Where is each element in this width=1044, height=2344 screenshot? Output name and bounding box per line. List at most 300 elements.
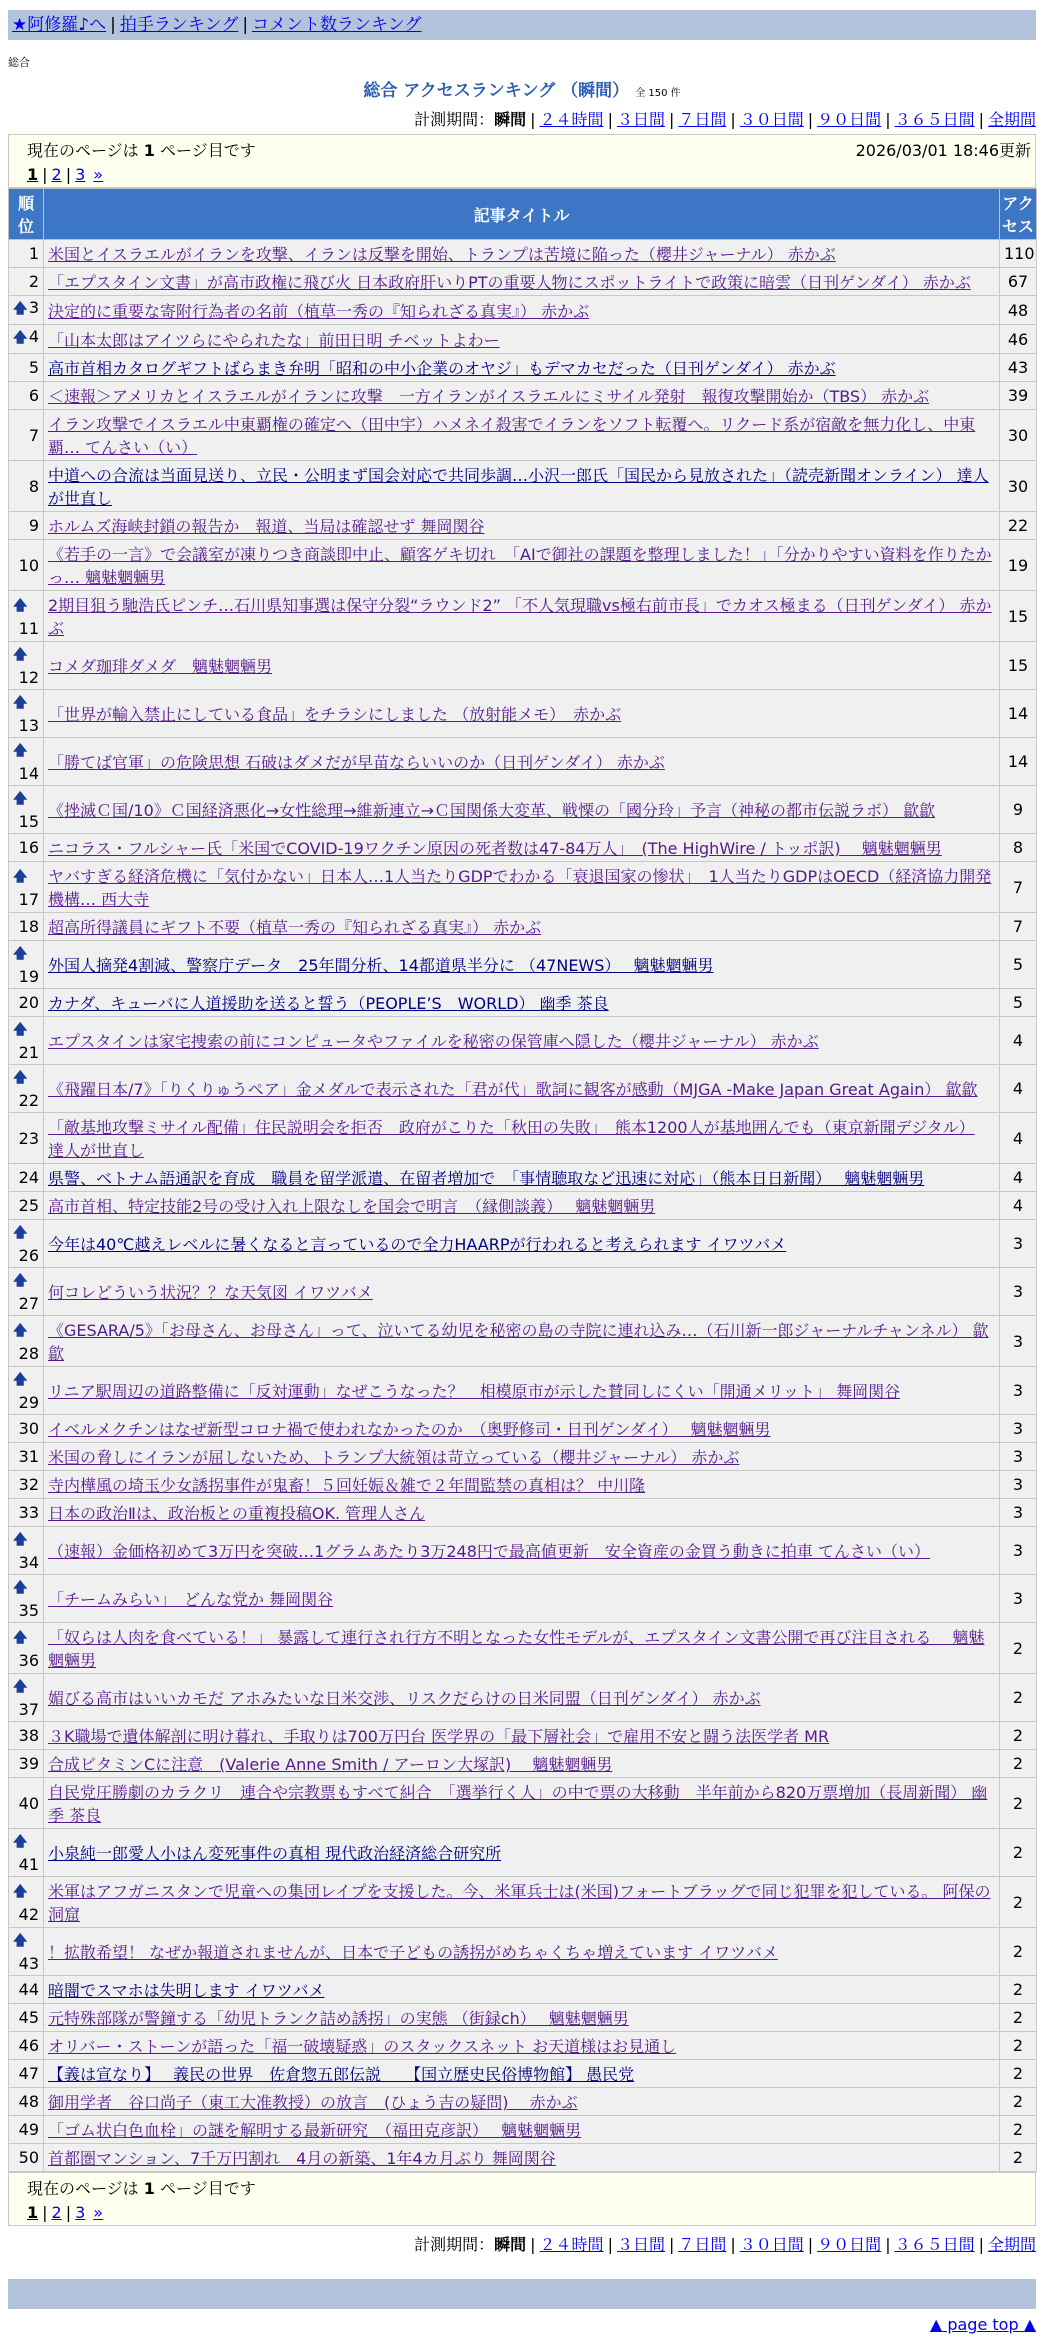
table-row	[9, 642, 1037, 690]
table-row	[9, 296, 1037, 325]
rank-cell	[9, 941, 44, 989]
article-link[interactable]: 合成ビタミンCに注意 (Valerie Anne Smith / アーロン大塚訳) 魑魅魍魎男	[48, 1755, 613, 1774]
article-link[interactable]: 元特殊部隊が警鐘する「幼児トランク詰め誘拐」の実態 （街録ch） 魑魅魍魎男	[48, 2009, 629, 2028]
access-count: 2	[1000, 1976, 1037, 2004]
article-link[interactable]: 「エプスタイン文書」が高市政権に飛び火 日本政府肝いりPTの重要人物にスポットライトで政策に暗雲（日刊ゲンダイ） 赤かぶ	[48, 273, 971, 292]
home-link[interactable]: ★阿修羅♪へ	[12, 15, 107, 35]
page-top	[8, 2315, 1036, 2334]
article-link[interactable]: 日本の政治Ⅱは、政治板との重複投稿OK. 管理人さん	[48, 1504, 426, 1523]
rank-number: 50	[18, 2148, 39, 2167]
table-row	[9, 410, 1037, 461]
title-cell	[44, 1192, 1000, 1220]
up-arrow-icon: 🡅	[13, 330, 28, 346]
table-row	[9, 941, 1037, 989]
up-arrow-icon: 🡅	[13, 1532, 28, 1548]
period-separator: |	[668, 110, 675, 129]
rank-number: 5	[28, 358, 39, 377]
up-arrow-icon: 🡅	[13, 1933, 28, 1949]
access-count: 4	[1000, 1017, 1037, 1065]
period-separator: |	[978, 110, 984, 129]
rank-number: 16	[18, 838, 39, 857]
period-separator: |	[885, 2235, 891, 2254]
article-link[interactable]: 「チームみらい」 どんな党か 舞岡関谷	[48, 1590, 334, 1609]
title-cell	[44, 913, 1000, 941]
article-link[interactable]: イベルメクチンはなぜ新型コロナ禍で使われなかったのか （奥野修司・日刊ゲンダイ） 魑魅魍魎男	[48, 1420, 771, 1439]
period-label: 計測期間：	[414, 110, 495, 129]
page-status-pre: 現在のページは	[27, 141, 144, 160]
period-link-1[interactable]: ３日間	[616, 110, 665, 129]
table-row	[9, 2116, 1037, 2144]
access-count: 15	[1000, 591, 1037, 642]
rank-cell	[9, 240, 44, 268]
rank-cell	[9, 786, 44, 834]
rank-number: 49	[18, 2120, 39, 2139]
title-cell	[44, 2116, 1000, 2144]
period-link-6[interactable]: 全期間	[987, 110, 1036, 129]
rank-number: 7	[28, 425, 39, 445]
header-title: 記事タイトル	[44, 189, 1000, 240]
article-link[interactable]: イラン攻撃でイスラエル中東覇権の確定へ（田中宇）ハメネイ殺害でイランをソフト転覆へ。リクード系が宿敵を無力化し、中東覇… てんさい（い）	[48, 415, 976, 457]
rank-cell	[9, 913, 44, 941]
rank-cell	[9, 1778, 44, 1829]
table-row	[9, 690, 1037, 738]
table-row	[9, 1220, 1037, 1268]
title-cell	[44, 591, 1000, 642]
rank-cell	[9, 382, 44, 410]
article-link[interactable]: 米国の脅しにイランが屈しないため、トランプ大統領は苛立っている（櫻井ジャーナル） 赤かぶ	[48, 1448, 740, 1467]
access-count: 22	[1000, 512, 1037, 540]
page-title-text: 総合 アクセスランキング （瞬間）	[363, 81, 630, 101]
title-cell	[44, 2060, 1000, 2088]
table-row	[9, 382, 1037, 410]
pager-link-2[interactable]: 2	[51, 2203, 62, 2222]
table-row	[9, 913, 1037, 941]
pager-current: 1	[27, 2203, 39, 2222]
article-link[interactable]: ３K職場で遺体解剖に明け暮れ、手取りは700万円台 医学界の「最下層社会」で雇用不安と闘う法医学者 MR	[48, 1727, 830, 1746]
title-cell	[44, 690, 1000, 738]
title-cell	[44, 1164, 1000, 1192]
up-arrow-icon: 🡅	[13, 1070, 28, 1086]
pager-link-3[interactable]: 3	[75, 2203, 86, 2222]
rank-cell	[9, 1443, 44, 1471]
title-cell	[44, 2088, 1000, 2116]
up-arrow-icon: 🡅	[13, 868, 28, 885]
title-cell	[44, 1065, 1000, 1113]
up-arrow-icon: 🡅	[13, 743, 28, 759]
article-link[interactable]: 「世界が輸入禁止にしている食品」をチラシにしました （放射能メモ） 赤かぶ	[48, 705, 622, 724]
rank-number: 13	[18, 716, 39, 735]
title-cell	[44, 2004, 1000, 2032]
page-status-num: 1	[143, 2179, 155, 2198]
period-link-4[interactable]: ９０日間	[817, 110, 882, 129]
up-arrow-icon: 🡅	[13, 1022, 28, 1038]
title-cell	[44, 354, 1000, 382]
access-count: 3	[1000, 1575, 1037, 1623]
title-cell	[44, 1722, 1000, 1750]
rank-cell	[9, 690, 44, 738]
rank-number: 6	[28, 386, 39, 405]
article-link[interactable]: コメダ珈琲ダメダ 魑魅魍魎男	[48, 657, 273, 676]
access-count: 2	[1000, 1877, 1037, 1928]
access-count: 30	[1000, 461, 1037, 512]
access-count: 4	[1000, 1192, 1037, 1220]
title-cell	[44, 1316, 1000, 1367]
access-count: 46	[1000, 325, 1037, 354]
table-row	[9, 1415, 1037, 1443]
table-row	[9, 1928, 1037, 1976]
article-link[interactable]: 寺内樺風の埼玉少女誘拐事件が鬼畜！５回妊娠＆雑で２年間監禁の真相は？ 中川隆	[48, 1476, 646, 1495]
pager-top	[27, 165, 1035, 184]
access-count: 14	[1000, 690, 1037, 738]
title-cell	[44, 1778, 1000, 1829]
access-count: 30	[1000, 410, 1037, 461]
article-link[interactable]: 県警、ベトナム語通訳を育成 職員を留学派遣、在留者増加で 「事情聴取など迅速に対応」（熊本日日新聞） 魑魅魍魎男	[48, 1169, 925, 1188]
article-link[interactable]: 《飛躍日本/7》「りくりゅうペア」金メダルで表示された「君が代」歌詞に観客が感動（MJGA -Make Japan Great Again） 歙歙	[48, 1080, 978, 1099]
rank-cell	[9, 2144, 44, 2172]
article-link[interactable]: ホルムズ海峡封鎖の報告か 報道、当局は確認せず 舞岡関谷	[48, 517, 485, 536]
access-count: 3	[1000, 1316, 1037, 1367]
title-cell	[44, 1367, 1000, 1415]
article-link[interactable]: 高市首相カタログギフトばらまき弁明「昭和の中小企業のオヤジ」もデマカセだった（日刊ゲンダイ） 赤かぶ	[48, 359, 836, 378]
pager-next[interactable]: »	[93, 165, 104, 184]
table-row	[9, 1674, 1037, 1722]
article-link[interactable]: （速報）金価格初めて3万円を突破…1グラムあたり3万248円で最高値更新 安全資産の金買う動きに拍車 てんさい（い）	[48, 1542, 931, 1561]
access-count: 5	[1000, 941, 1037, 989]
article-link[interactable]: 《挫滅Ｃ国/10》Ｃ国経済悪化→女性総理→維新連立→Ｃ国関係大変革、戦慄の「國分玲」予言（神秘の都市伝説ラボ） 歙歙	[48, 801, 936, 820]
rank-cell	[9, 1065, 44, 1113]
table-row	[9, 540, 1037, 591]
up-arrow-icon: 🡅	[13, 1629, 28, 1646]
rank-cell	[9, 1499, 44, 1527]
article-link[interactable]: 2期目狙う馳浩氏ピンチ…石川県知事選は保守分裂“ラウンド2” 「不人気現職vs極右前市長」でカオス極まる（日刊ゲンダイ） 赤かぶ	[48, 596, 992, 638]
access-count: 2	[1000, 2004, 1037, 2032]
title-cell	[44, 1976, 1000, 2004]
period-link-0[interactable]: ２４時間	[539, 2235, 604, 2254]
rank-cell	[9, 591, 44, 642]
rank-cell	[9, 2060, 44, 2088]
rank-cell	[9, 2088, 44, 2116]
rank-number: 27	[18, 1294, 39, 1313]
article-link[interactable]: ヤバすぎる経済危機に「気付かない」日本人…1人当たりGDPでわかる「衰退国家の惨状」 1人当たりGDPはOECD（経済協力開発機構… 西大寺	[48, 867, 992, 909]
rank-number: 44	[18, 1980, 39, 1999]
title-cell	[44, 2032, 1000, 2060]
article-link[interactable]: 「奴らは人肉を食べている！」 暴露して連行され行方不明となった女性モデルが、エプスタイン文書公開で再び注目される 魑魅魍魎男	[48, 1628, 985, 1670]
rank-cell	[9, 1674, 44, 1722]
rank-cell	[9, 1976, 44, 2004]
article-link[interactable]: 暗闇でスマホは失明します イワツバメ	[48, 1981, 325, 2000]
table-row	[9, 1623, 1037, 1674]
up-arrow-icon: 🡅	[13, 1679, 28, 1695]
table-row	[9, 1877, 1037, 1928]
access-count: 2	[1000, 1750, 1037, 1778]
title-cell	[44, 1415, 1000, 1443]
table-row	[9, 1268, 1037, 1316]
table-row	[9, 1065, 1037, 1113]
rank-number: 37	[18, 1700, 39, 1719]
page-status	[27, 2176, 256, 2199]
rank-number: 29	[18, 1393, 39, 1412]
access-count: 2	[1000, 2144, 1037, 2172]
period-link-5[interactable]: ３６５日間	[894, 2235, 975, 2254]
rank-cell	[9, 410, 44, 461]
table-row	[9, 1443, 1037, 1471]
title-cell	[44, 642, 1000, 690]
period-link-2[interactable]: ７日間	[678, 2235, 727, 2254]
up-arrow-icon: 🡅	[13, 1225, 28, 1241]
table-row	[9, 325, 1037, 354]
access-count: 15	[1000, 642, 1037, 690]
table-row	[9, 1017, 1037, 1065]
article-link[interactable]: 超高所得議員にギフト不要（植草一秀の『知られざる真実』） 赤かぶ	[48, 918, 542, 937]
table-row	[9, 591, 1037, 642]
rank-cell	[9, 296, 44, 325]
table-row	[9, 2088, 1037, 2116]
article-link[interactable]: 高市首相、特定技能2号の受け入れ上限なしを国会で明言 （縁側談義） 魑魅魍魎男	[48, 1197, 656, 1216]
page-status	[27, 138, 256, 161]
access-count: 3	[1000, 1471, 1037, 1499]
article-link[interactable]: 中道への合流は当面見送り、立民・公明まず国会対応で共同歩調…小沢一郎氏「国民から見放された」（読売新聞オンライン） 達人が世直し	[48, 466, 989, 508]
title-cell	[44, 268, 1000, 296]
rank-number: 2	[28, 272, 39, 291]
access-count: 43	[1000, 354, 1037, 382]
access-count: 4	[1000, 1065, 1037, 1113]
title-cell	[44, 461, 1000, 512]
table-row	[9, 1164, 1037, 1192]
period-link-2[interactable]: ７日間	[678, 110, 727, 129]
access-count: 2	[1000, 2088, 1037, 2116]
category-label: 総合	[8, 56, 30, 69]
rank-cell	[9, 642, 44, 690]
period-selector-bottom	[8, 2232, 1036, 2255]
top-nav-bar	[8, 10, 1036, 40]
rank-cell	[9, 512, 44, 540]
rank-number: 42	[18, 1904, 39, 1924]
pager-separator: |	[65, 2203, 72, 2222]
pager-bottom	[27, 2203, 1035, 2222]
article-link[interactable]: 「敵基地攻撃ミサイル配備」住民説明会を拒否 政府がこりた「秋田の失敗」 熊本1200人が基地囲んでも（東京新聞デジタル） 達人が世直し	[48, 1118, 975, 1160]
header-rank: 順位	[9, 189, 44, 240]
rank-number: 28	[18, 1343, 39, 1363]
rank-number: 30	[18, 1419, 39, 1438]
table-header-row	[9, 189, 1037, 240]
article-link[interactable]: ニコラス・フルシャー氏「米国でCOVID-19ワクチン原因の死者数は47-84万人」 (The HighWire / トッポ訳) 魑魅魍魎男	[48, 839, 942, 858]
article-link[interactable]: 自民党圧勝劇のカラクリ 連合や宗教票もすべて糾合 「選挙行く人」の中で票の大移動 半年前から820万票増加（長周新聞） 幽季 茶良	[48, 1783, 988, 1825]
title-cell	[44, 1268, 1000, 1316]
table-row	[9, 240, 1037, 268]
article-link[interactable]: エプスタインは家宅捜索の前にコンピュータやファイルを秘密の保管庫へ隠した（櫻井ジャーナル） 赤かぶ	[48, 1032, 819, 1051]
updated-time: 2026/03/01 18:46更新	[855, 141, 1031, 160]
table-row	[9, 1316, 1037, 1367]
header-access: アクセス	[1000, 189, 1037, 240]
access-count: 2	[1000, 2116, 1037, 2144]
access-count: 2	[1000, 1928, 1037, 1976]
applause-ranking-link[interactable]: 拍手ランキング	[119, 15, 239, 35]
up-arrow-icon: 🡅	[13, 301, 28, 317]
article-link[interactable]: 【義は宣なり】 義民の世界 佐倉惣五郎伝説 【国立歴史民俗博物館】 愚民党	[48, 2065, 635, 2084]
article-link[interactable]: 外国人摘発4割減、警察庁データ 25年間分析、14都道県半分に （47NEWS） 魑魅魍魎男	[48, 956, 714, 975]
period-link-3[interactable]: ３０日間	[739, 110, 804, 129]
rank-cell	[9, 1367, 44, 1415]
table-row	[9, 2144, 1037, 2172]
access-count: 3	[1000, 1527, 1037, 1575]
period-separator: |	[607, 2235, 613, 2254]
article-link[interactable]: 「勝てば官軍」の危険思想 石破はダメだが早苗ならいいのか（日刊ゲンダイ） 赤かぶ	[48, 753, 665, 772]
page-status-post: ページ目です	[154, 141, 256, 160]
pager-link-3[interactable]: 3	[75, 165, 86, 184]
article-link[interactable]: 小泉純一郎愛人小はん変死事件の真相 現代政治経済総合研究所	[48, 1844, 502, 1863]
pager-separator: |	[65, 165, 72, 184]
comment-ranking-link[interactable]: コメント数ランキング	[252, 15, 422, 35]
period-separator: |	[807, 2235, 814, 2254]
access-count: 2	[1000, 2032, 1037, 2060]
pager-link-2[interactable]: 2	[51, 165, 62, 184]
table-row	[9, 2004, 1037, 2032]
table-row	[9, 1976, 1037, 2004]
access-count: 67	[1000, 268, 1037, 296]
table-row	[9, 354, 1037, 382]
rank-number: 1	[28, 244, 39, 263]
pager-separator: |	[42, 165, 48, 184]
title-cell	[44, 1113, 1000, 1164]
article-link[interactable]: オリバー・ストーンが語った「福一破壊疑惑」のスタックスネット お天道様はお見通し	[48, 2037, 677, 2056]
article-link[interactable]: 米軍はアフガニスタンで児童への集団レイプを支援した。今、米軍兵士は(米国)フォートブラッグで同じ犯罪を犯している。 阿保の洞窟	[48, 1882, 991, 1924]
rank-cell	[9, 1750, 44, 1778]
access-count: 2	[1000, 1829, 1037, 1877]
access-count: 2	[1000, 2060, 1037, 2088]
rank-number: 14	[18, 764, 39, 783]
table-row	[9, 2060, 1037, 2088]
period-link-6[interactable]: 全期間	[987, 2235, 1036, 2254]
rank-number: 19	[18, 967, 39, 986]
rank-number: 21	[18, 1043, 39, 1062]
title-cell	[44, 240, 1000, 268]
rank-cell	[9, 1268, 44, 1316]
rank-cell	[9, 325, 44, 354]
rank-cell	[9, 1928, 44, 1976]
rank-number: 17	[18, 889, 39, 909]
rank-cell	[9, 2004, 44, 2032]
up-arrow-icon: 🡅	[13, 946, 28, 962]
article-link[interactable]: 御用学者 谷口尚子（東工大准教授）の放言 (ひょう吉の疑問) 赤かぶ	[48, 2093, 578, 2112]
table-row	[9, 1471, 1037, 1499]
access-count: 2	[1000, 1722, 1037, 1750]
period-link-1[interactable]: ３日間	[616, 2235, 665, 2254]
title-cell	[44, 989, 1000, 1017]
title-cell	[44, 1499, 1000, 1527]
article-link[interactable]: 媚びる高市はいいカモだ アホみたいな日米交渉、リスクだらけの日米同盟（日刊ゲンダイ） 赤かぶ	[48, 1689, 761, 1708]
rank-number: 3	[28, 298, 39, 317]
article-link[interactable]: 何コレどういう状況？？な天気図 イワツバメ	[48, 1283, 373, 1302]
rank-number: 24	[18, 1168, 39, 1187]
article-link[interactable]: 今年は40℃越えレベルに暑くなると言っているので全力HAARPが行われると考えられます イワツバメ	[48, 1235, 787, 1254]
period-link-5[interactable]: ３６５日間	[894, 110, 975, 129]
rank-cell	[9, 1415, 44, 1443]
total-count: 全 150 件	[635, 88, 681, 99]
table-row	[9, 2032, 1037, 2060]
period-separator: |	[530, 110, 536, 129]
article-link[interactable]: 「ゴム状白色血栓」の謎を解明する最新研究 （福田克彦訳） 魑魅魍魎男	[48, 2121, 582, 2140]
page-top-link[interactable]: ▲ page top ▲	[929, 2315, 1036, 2334]
period-link-4[interactable]: ９０日間	[817, 2235, 882, 2254]
title-cell	[44, 512, 1000, 540]
nav-separator: |	[242, 15, 249, 35]
rank-number: 15	[18, 812, 39, 831]
article-link[interactable]: 《GESARA/5》「お母さん、お母さん」って、泣いてる幼児を秘密の島の寺院に連れ込み…（石川新一郎ジャーナルチャンネル） 歙歙	[48, 1321, 989, 1363]
article-link[interactable]: 米国とイスラエルがイランを攻撃、イランは反撃を開始、トランプは苦境に陥った（櫻井ジャーナル） 赤かぶ	[48, 245, 836, 264]
rank-cell	[9, 2116, 44, 2144]
rank-cell	[9, 1316, 44, 1367]
article-link[interactable]: 首都圏マンション、7千万円割れ 4月の新築、1年4カ月ぶり 舞岡関谷	[48, 2149, 556, 2168]
up-arrow-icon: 🡅	[13, 1372, 28, 1388]
period-current: 瞬間	[494, 2235, 527, 2254]
access-count: 7	[1000, 862, 1037, 913]
up-arrow-icon: 🡅	[13, 597, 28, 614]
table-row	[9, 1527, 1037, 1575]
title-cell	[44, 941, 1000, 989]
title-cell	[44, 1877, 1000, 1928]
rank-number: 32	[18, 1475, 39, 1494]
pager-next[interactable]: »	[93, 2203, 104, 2222]
access-count: 2	[1000, 1623, 1037, 1674]
rank-number: 33	[18, 1503, 39, 1522]
page-info-bottom	[8, 2172, 1036, 2226]
rank-cell	[9, 1164, 44, 1192]
access-count: 3	[1000, 1415, 1037, 1443]
article-link[interactable]: 「山本太郎はアイツらにやられたな」前田日明 チベットよわー	[48, 330, 500, 350]
rank-cell	[9, 1527, 44, 1575]
article-link[interactable]: 《若手の一言》で会議室が凍りつき商談即中止、顧客ゲキ切れ 「AIで御社の課題を整理しました！」「分かりやすい資料を作りたかっ… 魑魅魍魎男	[48, 545, 992, 587]
access-count: 8	[1000, 834, 1037, 862]
period-separator: |	[730, 2235, 736, 2254]
table-row	[9, 1575, 1037, 1623]
article-link[interactable]: ！拡散希望！ なぜか報道されませんが、日本で子どもの誘拐がめちゃくちゃ増えています イワツバメ	[48, 1943, 778, 1962]
table-row	[9, 1722, 1037, 1750]
rank-cell	[9, 862, 44, 913]
table-row	[9, 738, 1037, 786]
title-cell	[44, 738, 1000, 786]
article-link[interactable]: カナダ、キューバに人道援助を送ると誓う（PEOPLE’S WORLD） 幽季 茶良	[48, 994, 609, 1013]
nav-separator: |	[110, 15, 116, 35]
title-cell	[44, 1017, 1000, 1065]
table-row	[9, 512, 1037, 540]
period-separator: |	[885, 110, 891, 129]
table-row	[9, 862, 1037, 913]
table-row	[9, 1829, 1037, 1877]
period-link-3[interactable]: ３０日間	[739, 2235, 804, 2254]
period-separator: |	[607, 110, 613, 129]
up-arrow-icon: 🡅	[13, 1834, 28, 1850]
rank-cell	[9, 1829, 44, 1877]
article-link[interactable]: ＜速報＞アメリカとイスラエルがイランに攻撃 一方イランがイスラエルにミサイル発射 報復攻撃開始か（TBS） 赤かぶ	[48, 387, 930, 406]
article-link[interactable]: リニア駅周辺の道路整備に「反対運動」なぜこうなった？ 相模原市が示した賛同しにくい「開通メリット」 舞岡関谷	[48, 1382, 901, 1401]
access-count: 7	[1000, 913, 1037, 941]
pager-current: 1	[27, 165, 39, 184]
up-arrow-icon: 🡅	[13, 791, 28, 807]
access-count: 14	[1000, 738, 1037, 786]
rank-cell	[9, 268, 44, 296]
rank-cell	[9, 1017, 44, 1065]
access-count: 2	[1000, 1778, 1037, 1829]
up-arrow-icon: 🡅	[13, 695, 28, 711]
access-count: 3	[1000, 1367, 1037, 1415]
rank-cell	[9, 1192, 44, 1220]
title-cell	[44, 1471, 1000, 1499]
title-cell	[44, 862, 1000, 913]
title-cell	[44, 1623, 1000, 1674]
period-link-0[interactable]: ２４時間	[539, 110, 604, 129]
rank-number: 4	[28, 327, 39, 346]
article-link[interactable]: 決定的に重要な寄附行為者の名前（植草一秀の『知られざる真実』） 赤かぶ	[48, 301, 590, 321]
